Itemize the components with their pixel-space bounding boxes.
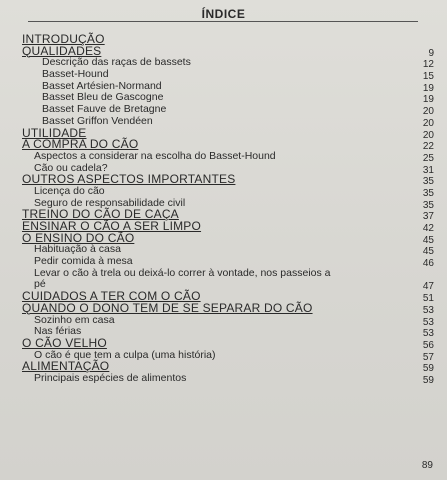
toc-entry-text: pé: [34, 278, 46, 291]
toc-entry-page: 51: [422, 293, 434, 305]
toc-entry-text: ALIMENTAÇÃO: [22, 359, 110, 374]
toc-entry-text: OUTROS ASPECTOS IMPORTANTES: [22, 172, 236, 187]
toc-entry-text: Descrição das raças de bassets: [42, 56, 191, 69]
toc-entry-page: 19: [422, 82, 434, 94]
page-title: ÍNDICE: [201, 7, 246, 21]
toc-entry-text: O cão é que tem a culpa (uma história): [34, 348, 216, 361]
toc-entry-page: 20: [422, 106, 434, 118]
toc-entry-page: 59: [422, 363, 434, 375]
page-number: 89: [421, 460, 433, 471]
toc-entry-page: 56: [422, 339, 434, 351]
toc-entry-page: 57: [422, 351, 434, 363]
toc-entry-text: UTILIDADE: [22, 125, 87, 140]
toc-entry-text: QUALIDADES: [22, 43, 102, 58]
toc-entry-page: 20: [422, 129, 434, 141]
toc-entry-text: Nas férias: [34, 325, 82, 338]
toc-entry-page: 53: [422, 328, 434, 340]
toc-entry-text: ENSINAR O CÃO A SER LIMPO: [22, 219, 202, 233]
toc-entry-text: CUIDADOS A TER COM O CÃO: [22, 289, 201, 304]
toc-entry-text: QUANDO O DONO TEM DE SE SEPARAR DO CÃO: [22, 300, 313, 315]
toc-entry-page: 31: [422, 164, 434, 176]
toc-entry-page: 15: [422, 71, 434, 83]
toc-chapter: [22, 335, 440, 351]
toc-subentry: [22, 69, 440, 81]
toc-entry-text: Basset Fauve de Bretagne: [42, 103, 167, 116]
toc-entry-page: 45: [422, 234, 434, 246]
toc-entry-page: 12: [422, 59, 434, 71]
toc-subentry: [22, 373, 440, 385]
toc-subentry: [22, 315, 440, 327]
toc-entry-page: 35: [422, 199, 434, 211]
toc-entry-text: Pedir comida à mesa: [34, 255, 133, 268]
toc-entry-page: 35: [422, 187, 434, 199]
toc-entry-page: 22: [422, 141, 434, 153]
toc-entry-text: Basset Artésien-Normand: [42, 79, 162, 92]
toc-entry-page: 46: [422, 258, 434, 270]
toc-entry-text: Aspectos a considerar na escolha do Basset-Hound: [34, 149, 276, 162]
toc-entry-page: 35: [422, 176, 434, 188]
toc-entry-page: 42: [422, 223, 434, 234]
toc-entry-page: 47: [422, 281, 434, 293]
toc-entry-page: 9: [428, 47, 434, 59]
toc-entry-page: 19: [422, 94, 434, 106]
toc-entry-text: O CÃO VELHO: [22, 335, 107, 350]
toc-entry-text: A COMPRA DO CÃO: [22, 137, 139, 152]
toc-entry-text: Basset Griffon Vendéen: [42, 114, 153, 127]
toc-entry-text: Seguro de responsabilidade civil: [34, 196, 186, 209]
toc-entry-text: Principais espécies de alimentos: [34, 371, 187, 384]
toc-entry-page: 59: [422, 374, 434, 386]
toc-entry-page: 45: [422, 246, 434, 258]
toc-entry-page: 37: [422, 211, 434, 223]
toc-chapter: [22, 300, 440, 316]
toc-subentry: [22, 186, 440, 198]
toc-entry-text: TREINO DO CÃO DE CAÇA: [22, 207, 179, 222]
table-of-contents: [22, 34, 440, 385]
toc-entry-text: Basset Bleu de Gascogne: [42, 91, 164, 104]
toc-entry-text: Basset-Hound: [42, 68, 109, 81]
toc-entry-text: Cão ou cadela?: [34, 161, 108, 174]
toc-entry-page: 53: [422, 316, 434, 328]
toc-entry-page: 25: [422, 152, 434, 164]
toc-entry-text: Habituação à casa: [34, 243, 121, 256]
toc-entry-text: Sozinho em casa: [34, 313, 115, 326]
toc-subentry: [22, 256, 440, 268]
title-rule: [28, 21, 418, 22]
toc-subentry: [22, 151, 440, 163]
toc-subentry: [22, 268, 440, 280]
toc-entry-page: 20: [422, 117, 434, 129]
toc-entry-text: INTRODUÇÃO: [22, 32, 105, 46]
toc-entry-page: 53: [422, 304, 434, 316]
toc-entry-text: Levar o cão à trela ou deixá-lo correr à vontade, nos passeios a: [34, 266, 331, 279]
toc-entry-text: O ENSINO DO CÃO: [22, 230, 135, 245]
toc-entry-text: Licença do cão: [34, 184, 105, 197]
